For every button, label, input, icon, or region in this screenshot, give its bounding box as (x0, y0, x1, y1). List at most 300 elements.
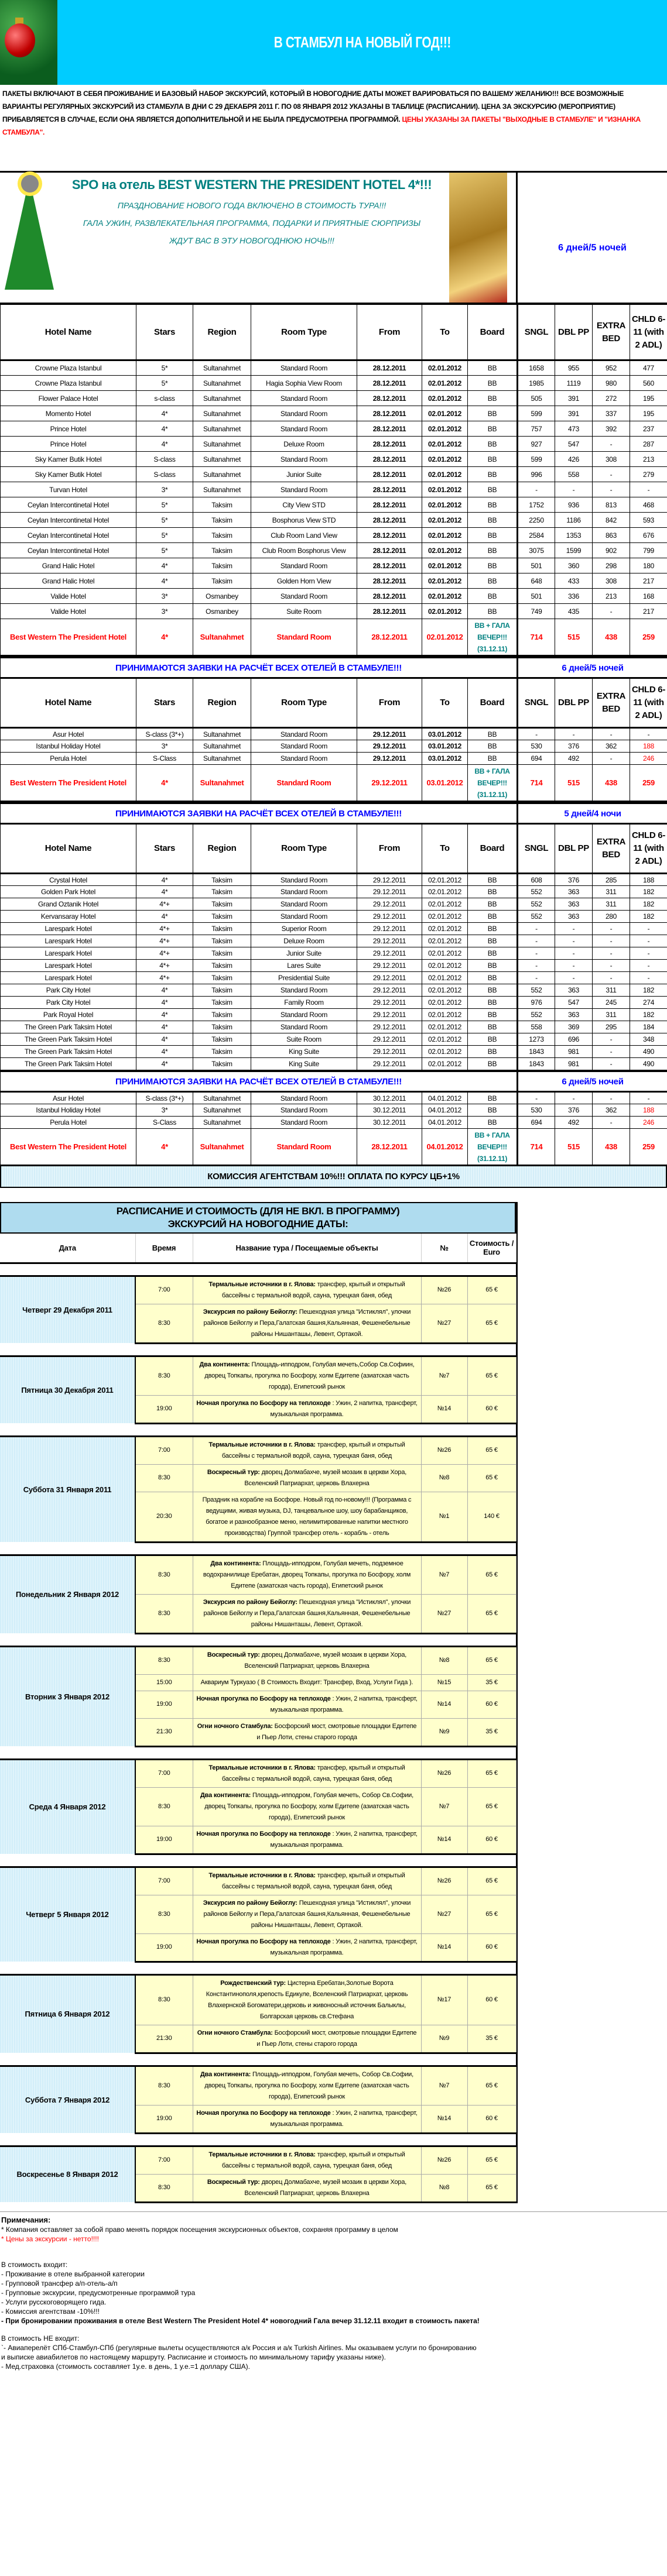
notes-title: Примечания: (1, 2215, 51, 2224)
request-banner: ПРИНИМАЮТСЯ ЗАЯВКИ НА РАСЧЁТ ВСЕХ ОТЕЛЕЙ В СТАМБУЛЕ!!! (1, 658, 518, 678)
excursion-date: Понедельник 2 Января 2012 (0, 1555, 135, 1633)
included-gala-note: - При бронировании проживания в отеле Best Western The President Hotel 4* новогодний Гала вечер 31.12.11 входит в стоимость пакета! (1, 2316, 480, 2325)
tree-star-icon (21, 175, 39, 193)
date-from: 28.12.2011 (357, 604, 422, 619)
board: BB (468, 1104, 518, 1117)
price-single: 599 (518, 406, 555, 421)
column-header-hotel-name: Hotel Name (1, 678, 136, 728)
price-double: 433 (555, 573, 593, 589)
table-row (1, 728, 667, 740)
room-type: Standard Room (251, 753, 357, 765)
excursion-time: 8:30 (135, 1304, 193, 1343)
price-double: 696 (555, 1033, 593, 1046)
price-double: 492 (555, 1117, 593, 1129)
room-type: Standard Room (251, 1117, 357, 1129)
price-extra-bed: - (593, 728, 630, 740)
date-to: 03.01.2012 (422, 728, 468, 740)
room-type: Standard Room (251, 740, 357, 753)
hotel-name: Best Western The President Hotel (1, 765, 136, 802)
date-from: 28.12.2011 (357, 573, 422, 589)
hotel-name: The Green Park Taksim Hotel (1, 1033, 136, 1046)
stars: 4* (136, 1046, 193, 1058)
room-type: Standard Room (251, 728, 357, 740)
board: BB (468, 753, 518, 765)
included-item: - Услуги русскоговорящего гида. (1, 2297, 107, 2306)
table-row (1, 960, 667, 972)
excursion-description (193, 2066, 421, 2105)
column-header-region: Region (193, 678, 251, 728)
board: BB (468, 467, 518, 482)
region: Sultanahmet (193, 391, 251, 406)
board: BB (468, 1021, 518, 1033)
stars: 4* (136, 1058, 193, 1070)
region: Taksim (193, 1009, 251, 1021)
excursion-row (0, 2066, 516, 2105)
price-single: - (518, 935, 555, 947)
stars: S-class (136, 452, 193, 467)
price-single: 530 (518, 740, 555, 753)
region: Taksim (193, 1058, 251, 1070)
price-extra-bed: 213 (593, 589, 630, 604)
date-to: 02.01.2012 (422, 947, 468, 960)
stars: S-class (136, 467, 193, 482)
table-row (1, 482, 667, 497)
price-double: 558 (555, 467, 593, 482)
price-child: 259 (630, 765, 667, 802)
board: BB (468, 437, 518, 452)
excursion-time: 8:30 (135, 1646, 193, 1674)
price-single: - (518, 960, 555, 972)
date-to: 02.01.2012 (422, 497, 468, 513)
price-child: 188 (630, 874, 667, 886)
excursion-title: Два континента: (199, 1361, 250, 1368)
price-double: - (555, 972, 593, 984)
price-double: 363 (555, 898, 593, 911)
hotel-name: Larespark Hotel (1, 972, 136, 984)
hotel-name: Asur Hotel (1, 1092, 136, 1104)
price-double: 336 (555, 589, 593, 604)
room-type: Standard Room (251, 911, 357, 923)
board: BB (468, 997, 518, 1009)
board: BB (468, 452, 518, 467)
region: Sultanahmet (193, 360, 251, 376)
price-child: 182 (630, 1009, 667, 1021)
excursion-description (193, 1436, 421, 1464)
price-single: 501 (518, 558, 555, 573)
stars: 4* (136, 984, 193, 997)
room-type: Suite Room (251, 604, 357, 619)
date-to: 02.01.2012 (422, 1046, 468, 1058)
excluded-item: и выписке авиабилетов по настоящему маршруту. Расписание и стоимость по минимальному тарифу указаны ниже). (1, 2352, 386, 2361)
date-from: 28.12.2011 (357, 452, 422, 467)
excursion-number: №7 (421, 2066, 467, 2105)
date-from: 29.12.2011 (357, 972, 422, 984)
package-duration: 6 дней/5 ночей (518, 658, 667, 678)
excursion-description (193, 1646, 421, 1674)
price-double: 1599 (555, 543, 593, 558)
price-single: 552 (518, 886, 555, 898)
included-list (1, 2269, 666, 2316)
date-from: 30.12.2011 (357, 1092, 422, 1104)
column-header-date-to: To (422, 305, 468, 360)
hotel-name: Crystal Hotel (1, 874, 136, 886)
price-child: 180 (630, 558, 667, 573)
room-type: Standard Room (251, 874, 357, 886)
board: BB (468, 740, 518, 753)
date-from: 28.12.2011 (357, 391, 422, 406)
price-double: - (555, 482, 593, 497)
hotel-name: Larespark Hotel (1, 960, 136, 972)
date-to: 02.01.2012 (422, 1021, 468, 1033)
room-type: Standard Room (251, 886, 357, 898)
date-to: 04.01.2012 (422, 1092, 468, 1104)
date-from: 29.12.2011 (357, 728, 422, 740)
excursion-details: дворец Долмабахче, музей мозаик в церкви Хора, Вселенский Патриархат, церковь Влахерна (244, 2178, 407, 2197)
price-extra-bed: 842 (593, 513, 630, 528)
date-to: 02.01.2012 (422, 935, 468, 947)
schedule-column-header: Время (135, 1234, 193, 1263)
spo-text (59, 177, 445, 245)
price-child: 195 (630, 391, 667, 406)
excluded-item: - Мед.страховка (стоимость составляет 1у.е. в день, 1 у.е.=1 доллару США). (1, 2362, 250, 2371)
room-type: Golden Horn View (251, 573, 357, 589)
price-child: 593 (630, 513, 667, 528)
excursion-number: №14 (421, 1395, 467, 1423)
excursion-price: 65 € (467, 1594, 516, 1633)
price-single: 694 (518, 753, 555, 765)
notes-section (0, 2211, 667, 2375)
excursion-time: 19:00 (135, 2105, 193, 2133)
price-double: 936 (555, 497, 593, 513)
column-header-price-double: DBL PP (555, 824, 593, 874)
table-row (1, 513, 667, 528)
price-extra-bed: - (593, 482, 630, 497)
day-separator (0, 1423, 516, 1436)
date-from: 29.12.2011 (357, 753, 422, 765)
excursion-time: 21:30 (135, 1718, 193, 1746)
region: Taksim (193, 947, 251, 960)
date-to: 02.01.2012 (422, 1033, 468, 1046)
excursion-title: Огни ночного Стамбула: (197, 1722, 273, 1730)
stars: 4* (136, 886, 193, 898)
date-from: 29.12.2011 (357, 947, 422, 960)
excursion-title: Воскресный тур: (207, 1468, 260, 1476)
page-title: В СТАМБУЛ НА НОВЫЙ ГОД!!! (273, 33, 451, 51)
featured-hotel-row (1, 765, 667, 802)
excursion-description (193, 1492, 421, 1542)
column-header-stars: Stars (136, 678, 193, 728)
board: BB (468, 911, 518, 923)
price-extra-bed: - (593, 972, 630, 984)
date-to: 02.01.2012 (422, 376, 468, 391)
hotel-name: Perula Hotel (1, 1117, 136, 1129)
stars: 3* (136, 740, 193, 753)
date-from: 28.12.2011 (357, 482, 422, 497)
excursion-details: : Ужин, 2 напитка, трансферт, музыкальная программа. (270, 1830, 418, 1849)
price-double: 515 (555, 619, 593, 656)
board: BB (468, 528, 518, 543)
day-separator (0, 2053, 516, 2066)
price-double: 376 (555, 874, 593, 886)
schedule-column-header: Дата (0, 1234, 135, 1263)
price-child: - (630, 1092, 667, 1104)
excursion-time: 8:30 (135, 2066, 193, 2105)
excursion-row (0, 1436, 516, 1464)
excursion-price: 60 € (467, 1933, 516, 1962)
excursion-description (193, 1759, 421, 1787)
hotel-table (0, 657, 667, 802)
room-type: Standard Room (251, 452, 357, 467)
price-single: - (518, 1092, 555, 1104)
excursion-details: : Ужин, 2 напитка, трансферт, музыкальная программа. (270, 1938, 418, 1956)
room-type: Suite Room (251, 1033, 357, 1046)
board: BB + ГАЛА ВЕЧЕР!!! (31.12.11) (468, 619, 518, 656)
price-child: 259 (630, 1129, 667, 1166)
room-type: Standard Room (251, 558, 357, 573)
stars: 4*+ (136, 898, 193, 911)
excursion-number: №14 (421, 2105, 467, 2133)
price-double: 363 (555, 911, 593, 923)
schedule-header-row (0, 1234, 516, 1263)
column-header-room-type: Room Type (251, 678, 357, 728)
price-single: 976 (518, 997, 555, 1009)
spo-line: ГАЛА УЖИН, РАЗВЛЕКАТЕЛЬНАЯ ПРОГРАММА, ПОДАРКИ И ПРИЯТНЫЕ СЮРПРИЗЫ (83, 218, 421, 228)
excursion-title: Термальные источники в г. Ялова: (208, 2151, 316, 2158)
excursion-description (193, 2025, 421, 2053)
price-single: - (518, 728, 555, 740)
date-from: 29.12.2011 (357, 1009, 422, 1021)
price-double: - (555, 960, 593, 972)
stars: 4*+ (136, 960, 193, 972)
room-type: Bosphorus View STD (251, 513, 357, 528)
excursion-date: Четверг 5 Января 2012 (0, 1867, 135, 1962)
hotel-name: Momento Hotel (1, 406, 136, 421)
page-banner (0, 0, 667, 85)
room-type: Lares Suite (251, 960, 357, 972)
excursion-number: №8 (421, 1646, 467, 1674)
excursion-row (0, 1867, 516, 1895)
day-separator (0, 1854, 516, 1867)
excursion-details: Площадь-ипподром, Голубая мечеть, подземное водохранилище Еребатан, дворец Топкапы, прогулка по Босфору, холм Едитепе (азиатская часть города), Египетский рынок (203, 1560, 411, 1589)
excursion-details: дворец Долмабахче, музей мозаик в церкви Хора, Вселенский Патриархат, церковь Влахерна (244, 1468, 407, 1487)
room-type: Standard Room (251, 898, 357, 911)
price-double: - (555, 1092, 593, 1104)
price-double: 376 (555, 740, 593, 753)
price-single: 552 (518, 898, 555, 911)
excursion-title: Термальные источники в г. Ялова: (208, 1441, 316, 1448)
price-extra-bed: 245 (593, 997, 630, 1009)
excluded-item: `- Авиаперелёт СПб-Стамбул-СПб (регулярные вылеты осуществляются а/к Россия и а/к Turkish Airlines. Мы оказываем услуги по бронированию (1, 2343, 477, 2352)
hotel-price-tables (0, 304, 667, 1166)
price-extra-bed: 272 (593, 391, 630, 406)
stars: 4*+ (136, 972, 193, 984)
room-type: Superior Room (251, 923, 357, 935)
excursion-price: 65 € (467, 1787, 516, 1826)
excursion-time: 8:30 (135, 2174, 193, 2202)
price-extra-bed: 438 (593, 1129, 630, 1166)
excursion-title: Огни ночного Стамбула: (197, 2029, 273, 2036)
excursion-time: 8:30 (135, 1464, 193, 1492)
schedule-column-header: № (421, 1234, 467, 1263)
stars: 4* (136, 406, 193, 421)
date-from: 29.12.2011 (357, 1046, 422, 1058)
column-header-stars: Stars (136, 824, 193, 874)
excursion-details: трансфер, крытый и открытый бассейны с термальной водой, сауна, турецкая баня, обед (221, 1764, 405, 1782)
excursion-number: №9 (421, 2025, 467, 2053)
hotel-name: Larespark Hotel (1, 935, 136, 947)
excursion-date: Вторник 3 Января 2012 (0, 1646, 135, 1746)
price-single: 608 (518, 874, 555, 886)
price-single: 501 (518, 589, 555, 604)
room-type: Junior Suite (251, 467, 357, 482)
board: BB (468, 497, 518, 513)
hotel-name: Ceylan Intercontinetal Hotel (1, 543, 136, 558)
stars: 4* (136, 1129, 193, 1166)
spo-block (0, 173, 667, 304)
included-item: - Проживание в отеле выбранной категории (1, 2269, 145, 2278)
date-to: 02.01.2012 (422, 543, 468, 558)
stars: 5* (136, 513, 193, 528)
excursion-description (193, 2105, 421, 2133)
board: BB (468, 874, 518, 886)
excursion-details: дворец Долмабахче, музей мозаик в церкви Хора, Вселенский Патриархат, церковь Влахерна (244, 1651, 407, 1670)
hotel-name: Flower Palace Hotel (1, 391, 136, 406)
table-row (1, 1104, 667, 1117)
price-extra-bed: - (593, 1033, 630, 1046)
stars: s-class (136, 391, 193, 406)
date-from: 28.12.2011 (357, 406, 422, 421)
excursion-time: 15:00 (135, 1674, 193, 1691)
excursion-price: 35 € (467, 1718, 516, 1746)
region: Taksim (193, 528, 251, 543)
hotel-name: Park City Hotel (1, 984, 136, 997)
excursion-details: трансфер, крытый и открытый бассейны с термальной водой, сауна, турецкая баня, обед (221, 1871, 405, 1890)
board: BB (468, 604, 518, 619)
date-to: 02.01.2012 (422, 573, 468, 589)
price-double: 391 (555, 391, 593, 406)
price-child: 477 (630, 360, 667, 376)
featured-hotel-row (1, 1129, 667, 1166)
price-child: 182 (630, 911, 667, 923)
region: Taksim (193, 1033, 251, 1046)
table-row (1, 1092, 667, 1104)
room-type: Deluxe Room (251, 437, 357, 452)
date-from: 29.12.2011 (357, 911, 422, 923)
room-type: Standard Room (251, 360, 357, 376)
region: Sultanahmet (193, 1092, 251, 1104)
column-header-price-extra-bed: EXTRA BED (593, 305, 630, 360)
excursion-title: Воскресный тур: (207, 1651, 260, 1658)
excursion-description (193, 1895, 421, 1933)
excursion-price: 65 € (467, 1356, 516, 1395)
column-header-price-single: SNGL (518, 305, 555, 360)
stars: 4* (136, 911, 193, 923)
excursion-date: Пятница 30 Декабря 2011 (0, 1356, 135, 1423)
price-child: 246 (630, 1117, 667, 1129)
price-extra-bed: - (593, 935, 630, 947)
excursion-description (193, 1674, 421, 1691)
date-to: 02.01.2012 (422, 558, 468, 573)
column-header-region: Region (193, 824, 251, 874)
region: Taksim (193, 1021, 251, 1033)
excursion-details: Площадь-ипподром, Голубая мечеть, Собор Св.Софии, дворец Топкапы, прогулка по Босфору, холм Едитепе (азиатская часть города), Египетский рынок (204, 2070, 413, 2100)
excursion-details: Пешеходная улица "Истиклял", улочки районов Бейоглу и Пера,Галатская башня,Кальянная, Фешенебельные районы Нишанташы, Левент, Ортакой. (203, 1308, 411, 1338)
price-extra-bed: - (593, 1058, 630, 1070)
excursion-number: №8 (421, 2174, 467, 2202)
hotel-name: Istanbul Holiday Hotel (1, 1104, 136, 1117)
excursion-title: Воскресный тур: (207, 2178, 260, 2186)
excursion-number: №8 (421, 1464, 467, 1492)
stars: 4* (136, 1033, 193, 1046)
table-row (1, 391, 667, 406)
table-row (1, 604, 667, 619)
region: Taksim (193, 972, 251, 984)
request-banner-row (1, 658, 667, 678)
excursion-number: №7 (421, 1356, 467, 1395)
region: Sultanahmet (193, 452, 251, 467)
excursion-details: : Ужин, 2 напитка, трансферт, музыкальная программа. (270, 1399, 418, 1418)
date-from: 28.12.2011 (357, 467, 422, 482)
excursion-details: : Ужин, 2 напитка, трансферт, музыкальная программа. (270, 1695, 418, 1713)
excursion-description (193, 1974, 421, 2025)
price-double: 391 (555, 406, 593, 421)
intro-highlight: ЦЕНЫ УКАЗАНЫ ЗА ПАКЕТЫ "ВЫХОДНЫЕ В СТАМБУЛЕ" И "ИЗНАНКА СТАМБУЛА". (2, 115, 641, 136)
price-single: 1752 (518, 497, 555, 513)
excursion-row (0, 1555, 516, 1594)
stars: 3* (136, 604, 193, 619)
price-child: 182 (630, 898, 667, 911)
price-extra-bed: 311 (593, 886, 630, 898)
price-extra-bed: - (593, 1092, 630, 1104)
room-type: City View STD (251, 497, 357, 513)
price-extra-bed: 863 (593, 528, 630, 543)
room-type: Club Room Land View (251, 528, 357, 543)
price-extra-bed: 311 (593, 1009, 630, 1021)
excursion-price: 35 € (467, 2025, 516, 2053)
price-extra-bed: 280 (593, 911, 630, 923)
excursion-description (193, 1276, 421, 1304)
price-child: 182 (630, 886, 667, 898)
date-from: 28.12.2011 (357, 421, 422, 437)
date-from: 28.12.2011 (357, 1129, 422, 1166)
hotel-name: Turvan Hotel (1, 482, 136, 497)
excursion-title: Термальные источники в г. Ялова: (208, 1871, 316, 1879)
christmas-ornament-image (0, 0, 57, 85)
date-to: 02.01.2012 (422, 482, 468, 497)
included-item: - Групповые экскурсии, предусмотренные программой тура (1, 2288, 196, 2297)
package-duration: 5 дней/4 ночи (518, 803, 667, 824)
price-double: 492 (555, 753, 593, 765)
price-child: 217 (630, 573, 667, 589)
excursion-title: Ночная прогулка по Босфору на теплоходе (196, 1399, 331, 1407)
date-from: 28.12.2011 (357, 619, 422, 656)
table-row (1, 543, 667, 558)
hotel-name: Istanbul Holiday Hotel (1, 740, 136, 753)
stars: 4*+ (136, 935, 193, 947)
price-double: 547 (555, 997, 593, 1009)
excursion-title: Два континента: (200, 2070, 251, 2078)
stars: 4*+ (136, 923, 193, 935)
column-header-board: Board (468, 678, 518, 728)
excursion-number: №15 (421, 1674, 467, 1691)
price-child: 259 (630, 619, 667, 656)
stars: S-class (3*+) (136, 1092, 193, 1104)
price-single: - (518, 482, 555, 497)
request-banner: ПРИНИМАЮТСЯ ЗАЯВКИ НА РАСЧЁТ ВСЕХ ОТЕЛЕЙ В СТАМБУЛЕ!!! (1, 803, 518, 824)
excursion-price: 65 € (467, 1759, 516, 1787)
column-header-date-to: To (422, 824, 468, 874)
price-child: 274 (630, 997, 667, 1009)
